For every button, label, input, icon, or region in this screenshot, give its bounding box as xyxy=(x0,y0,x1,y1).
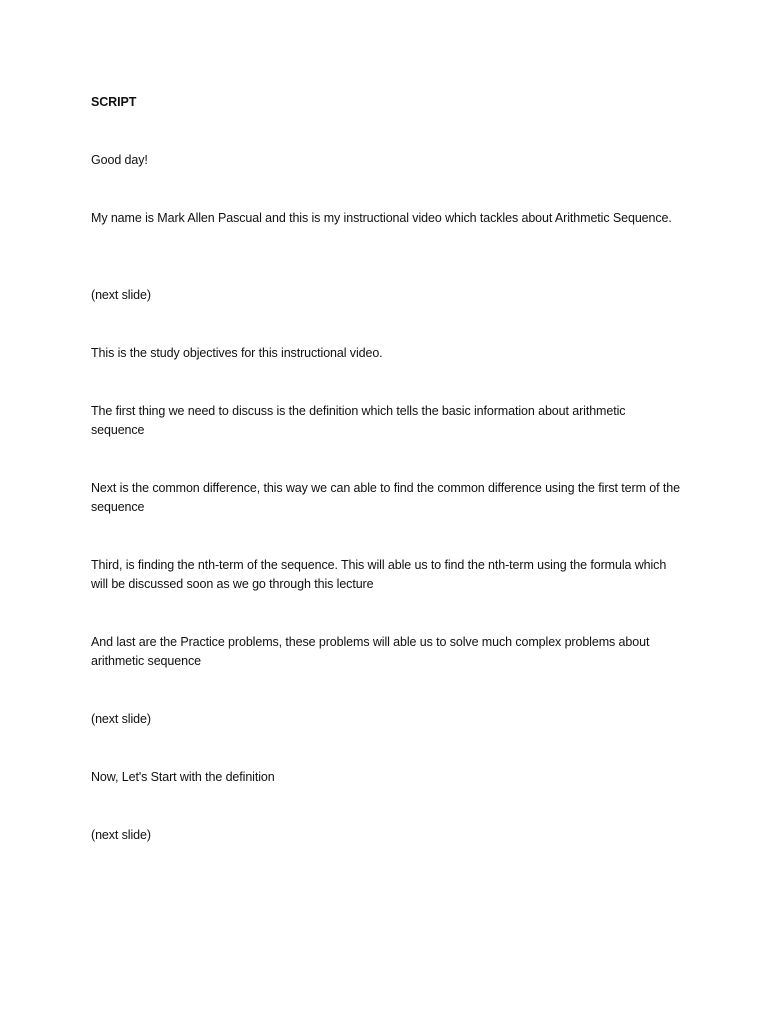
paragraph-next-slide: (next slide) xyxy=(91,828,151,842)
paragraph-objectives: This is the study objectives for this instructional video. xyxy=(91,346,383,360)
paragraph-next-slide: (next slide) xyxy=(91,712,151,726)
paragraph-nth-term: Third, is finding the nth-term of the sequence. This will able us to find the nth-term using the formula which will be discussed soon as we go through this lecture xyxy=(91,558,667,591)
paragraph-common-difference: Next is the common difference, this way we can able to find the common difference using the first term of the sequence xyxy=(91,481,680,514)
document-title: SCRIPT xyxy=(91,95,137,109)
paragraph-greeting: Good day! xyxy=(91,153,148,167)
paragraph-start-definition: Now, Let's Start with the definition xyxy=(91,770,275,784)
paragraph-definition: The first thing we need to discuss is the definition which tells the basic information about arithmetic sequence xyxy=(91,404,626,437)
paragraph-introduction: My name is Mark Allen Pascual and this is my instructional video which tackles about Arithmetic Sequence. xyxy=(91,211,672,225)
paragraph-practice-problems: And last are the Practice problems, these problems will able us to solve much complex problems about arithmetic sequence xyxy=(91,635,650,668)
paragraph-next-slide: (next slide) xyxy=(91,288,151,302)
